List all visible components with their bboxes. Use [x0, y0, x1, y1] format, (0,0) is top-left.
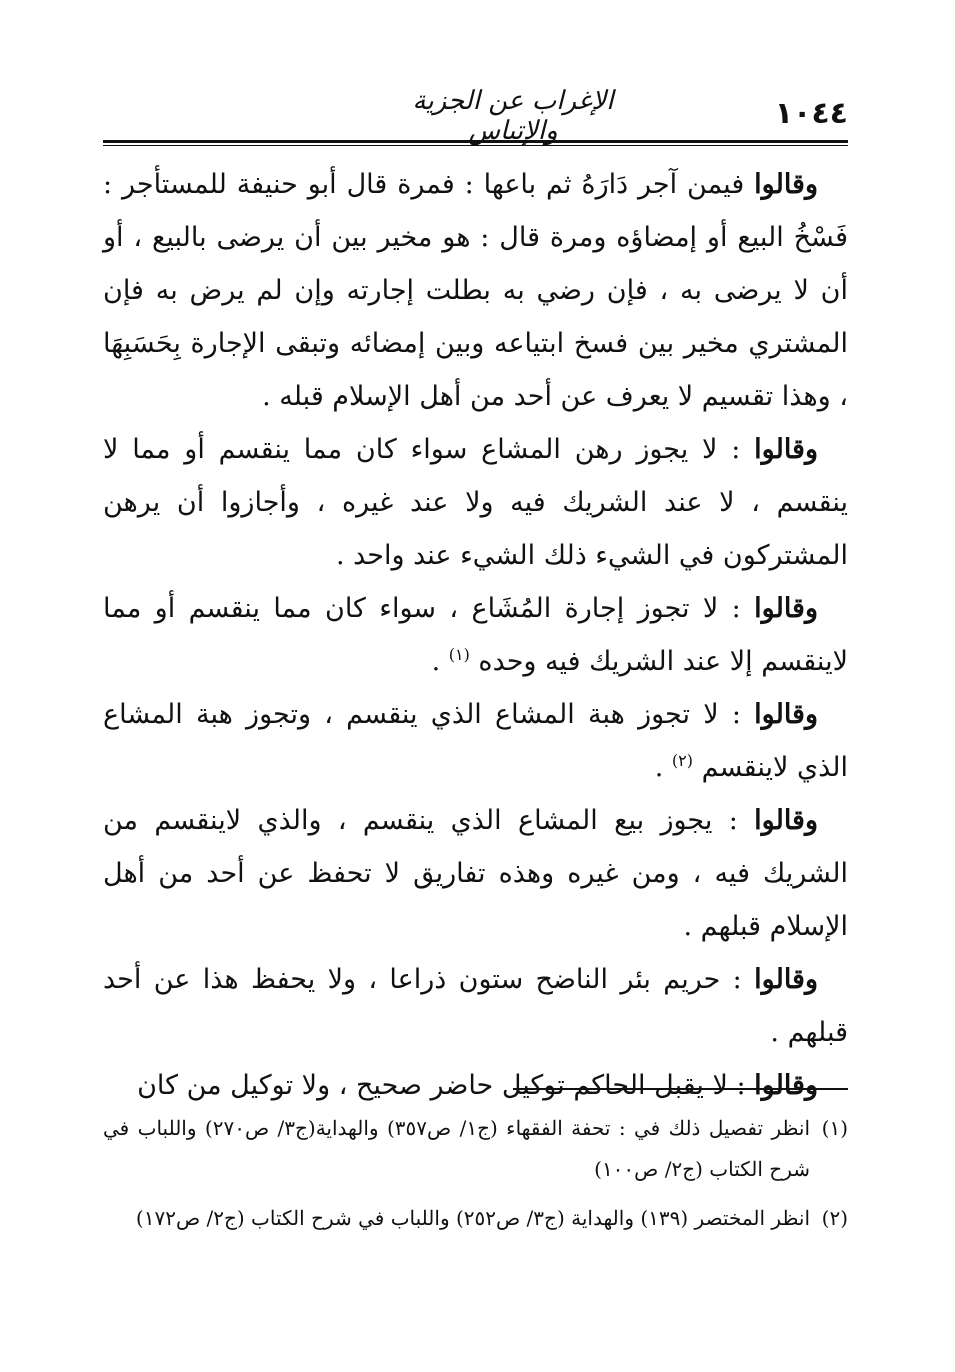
paragraph-lead: وقالوا — [754, 593, 818, 624]
paragraph-lead: وقالوا — [754, 805, 818, 836]
footnote-reference[interactable]: (١) — [448, 645, 470, 664]
footnote-text: انظر تفصيل ذلك في : تحفة الفقهاء (ج١/ ص٣٥٧) والهداية(ج٣/ ص٢٧٠) واللباب في شرح الكتاب (ج٢/ ص١٠٠) — [103, 1116, 811, 1181]
paragraph-lead: وقالوا — [754, 169, 818, 200]
page-number: ١٠٤٤ — [774, 96, 848, 131]
page-header — [103, 78, 848, 146]
paragraph-end: . — [654, 752, 672, 783]
paragraph-text: : لا يجوز رهن المشاع سواء كان مما ينقسم أو مما لا ينقسم ، لا عند الشريك فيه ولا عند غيره ، وأجازوا أن يرهن المشتركون في الشيء ذلك الشيء عند واحد . — [103, 434, 848, 571]
paragraph — [103, 794, 848, 953]
footnote-separator — [513, 1088, 848, 1090]
header-rule-thin — [103, 145, 848, 146]
paragraph-text: : حريم بئر الناضح ستون ذراعا ، ولا يحفظ هذا عن أحد قبلهم . — [103, 964, 848, 1048]
header-rule — [103, 140, 848, 143]
main-text — [103, 158, 848, 1112]
footnotes — [103, 1108, 848, 1247]
footnote-reference[interactable]: (٢) — [671, 751, 694, 770]
paragraph — [103, 688, 848, 794]
paragraph — [103, 158, 848, 423]
paragraph-end: . — [431, 646, 449, 677]
paragraph-lead: وقالوا — [754, 434, 818, 465]
paragraph — [103, 953, 848, 1059]
footnote-number: (٢) — [821, 1206, 848, 1230]
footnote-text: انظر المختصر (١٣٩) والهداية (ج٣/ ص٢٥٢) واللباب في شرح الكتاب (ج٢/ ص١٧٢) — [135, 1206, 810, 1230]
paragraph-text: : لا تجوز هبة المشاع الذي ينقسم ، وتجوز هبة المشاع الذي لاينقسم — [103, 699, 848, 783]
footnote-number: (١) — [821, 1116, 849, 1140]
paragraph-text: : لا يقبل الحاكم توكيل حاضر صحيح ، ولا توكيل من كان — [137, 1070, 755, 1101]
paragraph-lead: وقالوا — [754, 699, 818, 730]
paragraph-lead: وقالوا — [754, 1070, 818, 1101]
paragraph-text: : لا تجوز إجارة المُشَاع ، سواء كان مما ينقسم أو مما لاينقسم إلا عند الشريك فيه وحده — [103, 593, 848, 677]
paragraph-text: فيمن آجر دَارَهُ ثم باعها : فمرة قال أبو حنيفة للمستأجر : فَسْخُ البيع أو إمضاؤه ومرة قال : هو مخير بين أن يرضى بالبيع ، أو أن لا يرضى به ، فإن رضي به بطلت إجارته وإن لم يرض به فإن المشتري مخير بين فسخ ابتياعه وبين إمضائه وتبقى الإجارة بِحَسَبِهَا ، وهذا تقسيم لا يعرف عن أحد من أهل الإسلام قبله . — [103, 169, 848, 412]
paragraph-lead: وقالوا — [754, 964, 818, 995]
footnote — [103, 1198, 848, 1239]
paragraph — [103, 582, 848, 688]
paragraph — [103, 1059, 848, 1112]
footnote — [103, 1108, 848, 1190]
running-title: الإغراب عن الجزية والإتباس — [412, 86, 614, 146]
paragraph — [103, 423, 848, 582]
paragraph-text: : يجوز بيع المشاع الذي ينقسم ، والذي لاينقسم من الشريك فيه ، ومن غيره وهذه تفاريق لا تحفظ عن أحد من أهل الإسلام قبلهم . — [103, 805, 848, 942]
